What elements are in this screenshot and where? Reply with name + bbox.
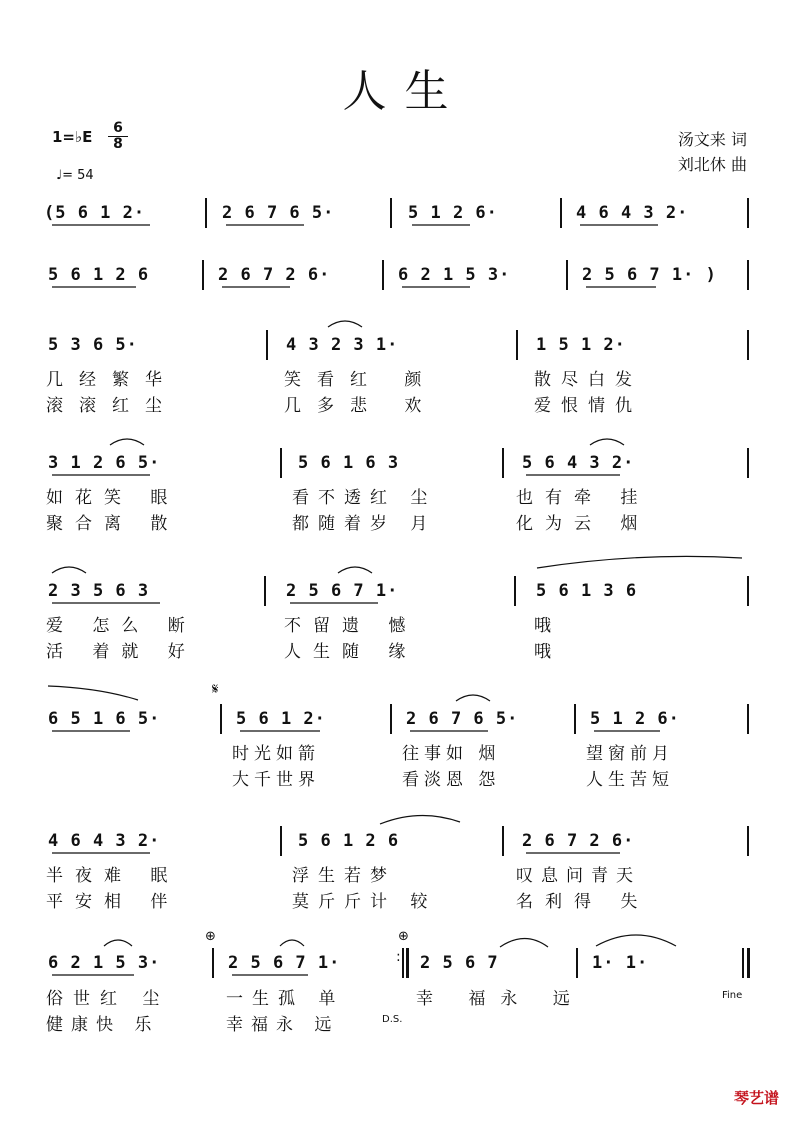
final-barline xyxy=(742,948,744,978)
measure: 2 6 7 2 6· xyxy=(218,265,331,285)
measure: 3 1 2 6 5· xyxy=(48,453,161,473)
lyric-line: 散尽白发 xyxy=(534,370,642,390)
barline xyxy=(212,948,214,978)
tempo-marking: ♩= 54 xyxy=(56,168,94,183)
lyric-line: 往事如 烟 xyxy=(402,744,501,764)
measure: 5 6 1 2· xyxy=(236,709,326,729)
coda-sign: ⊕ xyxy=(398,929,409,944)
lyric-line: 幸福永 远 xyxy=(226,1015,340,1035)
repeat-barline xyxy=(402,948,404,978)
lyric-line: 俗世红 尘 xyxy=(46,989,170,1009)
lyric-line: 望窗前月 xyxy=(586,744,674,764)
lyric-line: 人生苦短 xyxy=(586,770,674,790)
slur-mark xyxy=(48,686,138,700)
slur-mark xyxy=(537,556,742,568)
measure: 5 6 4 3 2· xyxy=(522,453,635,473)
measure: 4 6 4 3 2· xyxy=(48,831,161,851)
measure: 1 5 1 2· xyxy=(536,335,626,355)
measure: 2 5 6 7 1· xyxy=(228,953,341,973)
barline xyxy=(747,330,749,360)
lyric-line: 平安相 伴 xyxy=(46,892,180,912)
measure: 5 3 6 5· xyxy=(48,335,138,355)
watermark-logo: 琴艺谱 xyxy=(733,1089,779,1107)
slur-mark xyxy=(328,321,362,327)
measure: 2 6 7 6 5· xyxy=(406,709,519,729)
lyric-line: 半夜难 眠 xyxy=(46,866,180,886)
lyric-line: 化为云 烟 xyxy=(516,514,650,534)
barline xyxy=(747,448,749,478)
barline xyxy=(560,198,562,228)
coda-sign: ⊕ xyxy=(205,929,216,944)
lyric-line: 大千世界 xyxy=(232,770,320,790)
lyric-line: 叹息问青天 xyxy=(516,866,641,886)
barline xyxy=(202,260,204,290)
lyric-line: 不留遗 憾 xyxy=(284,616,418,636)
lyric-line: 浮生若梦 xyxy=(292,866,396,886)
barline xyxy=(747,704,749,734)
slur-mark xyxy=(380,815,460,824)
lyric-line: 哦 xyxy=(534,616,556,636)
measure: 2 6 7 2 6· xyxy=(522,831,635,851)
lyric-line: 幸 福永 远 xyxy=(416,989,585,1009)
lyric-line: 爱 怎么 断 xyxy=(46,616,197,636)
key-signature: 1=♭E xyxy=(52,128,93,146)
lyric-line: 活 着就 好 xyxy=(46,642,197,662)
barline xyxy=(747,260,749,290)
lyric-line: 健康快 乐 xyxy=(46,1015,160,1035)
slur-mark xyxy=(52,567,86,573)
composer-credit: 刘北休 曲 xyxy=(677,155,747,174)
barline xyxy=(502,448,504,478)
final-barline-thick xyxy=(747,948,750,978)
barline xyxy=(576,948,578,978)
repeat-barline-thick xyxy=(406,948,409,978)
measure: 5 1 2 6· xyxy=(590,709,680,729)
barline xyxy=(390,704,392,734)
barline xyxy=(390,198,392,228)
measure: 5 6 1 2 6 xyxy=(48,265,150,285)
lyric-line: 看不透红 尘 xyxy=(292,488,437,508)
barline xyxy=(747,198,749,228)
slur-mark xyxy=(590,439,624,445)
meter-denominator: 8 xyxy=(108,136,128,152)
slur-mark xyxy=(110,439,144,445)
slur-mark xyxy=(104,940,132,946)
barline xyxy=(514,576,516,606)
lyric-line: 哦 xyxy=(534,642,556,662)
measure: 2 5 6 7 xyxy=(420,953,499,973)
slur-mark xyxy=(456,695,490,701)
fine-marking: Fine xyxy=(722,990,743,1001)
lyric-line: 时光如箭 xyxy=(232,744,320,764)
measure: 2 3 5 6 3 xyxy=(48,581,150,601)
slur-mark xyxy=(596,935,676,946)
measure: (5 6 1 2· xyxy=(44,203,146,223)
slur-mark xyxy=(500,939,548,948)
lyric-line: 都随着岁 月 xyxy=(292,514,437,534)
lyric-line: 如花笑 眼 xyxy=(46,488,180,508)
segno-sign: 𝄋 xyxy=(212,680,219,698)
lyric-line: 几多悲 欢 xyxy=(284,396,438,416)
lyricist-credit: 汤文来 词 xyxy=(677,130,747,149)
barline xyxy=(205,198,207,228)
lyric-line: 聚合离 散 xyxy=(46,514,180,534)
lyric-line: 一生孤 单 xyxy=(226,989,345,1009)
lyric-line: 滚滚红尘 xyxy=(46,396,178,416)
measure: 6 2 1 5 3· xyxy=(398,265,511,285)
measure: 4 3 2 3 1· xyxy=(286,335,399,355)
barline xyxy=(566,260,568,290)
lyric-line: 看淡恩 怨 xyxy=(402,770,501,790)
lyric-line: 也有牵 挂 xyxy=(516,488,650,508)
barline xyxy=(266,330,268,360)
lyric-line: 人生随 缘 xyxy=(284,642,418,662)
measure: 5 6 1 3 6 xyxy=(536,581,638,601)
meter-numerator: 6 xyxy=(113,120,123,136)
lyric-line: 名利得 失 xyxy=(516,892,650,912)
barline xyxy=(502,826,504,856)
lyric-line: 莫斤斤计 较 xyxy=(292,892,437,912)
barline xyxy=(516,330,518,360)
barline xyxy=(382,260,384,290)
lyric-line: 几经繁华 xyxy=(46,370,178,390)
measure: 6 5 1 6 5· xyxy=(48,709,161,729)
measure: 2 5 6 7 1· xyxy=(286,581,399,601)
repeat-dots: : xyxy=(396,949,401,965)
slur-mark xyxy=(338,567,372,573)
lyric-line: 笑看红 颜 xyxy=(284,370,438,390)
page-title: 人 生 xyxy=(342,66,451,117)
measure: 2 5 6 7 1· ) xyxy=(582,265,717,285)
slur-mark xyxy=(280,940,304,946)
measure: 4 6 4 3 2· xyxy=(576,203,689,223)
lyric-line: 爱恨情仇 xyxy=(534,396,642,416)
measure: 1· 1· xyxy=(592,953,649,973)
barline xyxy=(280,448,282,478)
time-signature xyxy=(108,121,128,152)
measure: 2 6 7 6 5· xyxy=(222,203,335,223)
barline xyxy=(220,704,222,734)
barline xyxy=(280,826,282,856)
ds-marking: D.S. xyxy=(382,1014,403,1025)
measure: 5 6 1 2 6 xyxy=(298,831,400,851)
barline xyxy=(574,704,576,734)
barline xyxy=(747,576,749,606)
measure: 5 6 1 6 3 xyxy=(298,453,400,473)
barline xyxy=(264,576,266,606)
measure: 5 1 2 6· xyxy=(408,203,498,223)
barline xyxy=(747,826,749,856)
measure: 6 2 1 5 3· xyxy=(48,953,161,973)
